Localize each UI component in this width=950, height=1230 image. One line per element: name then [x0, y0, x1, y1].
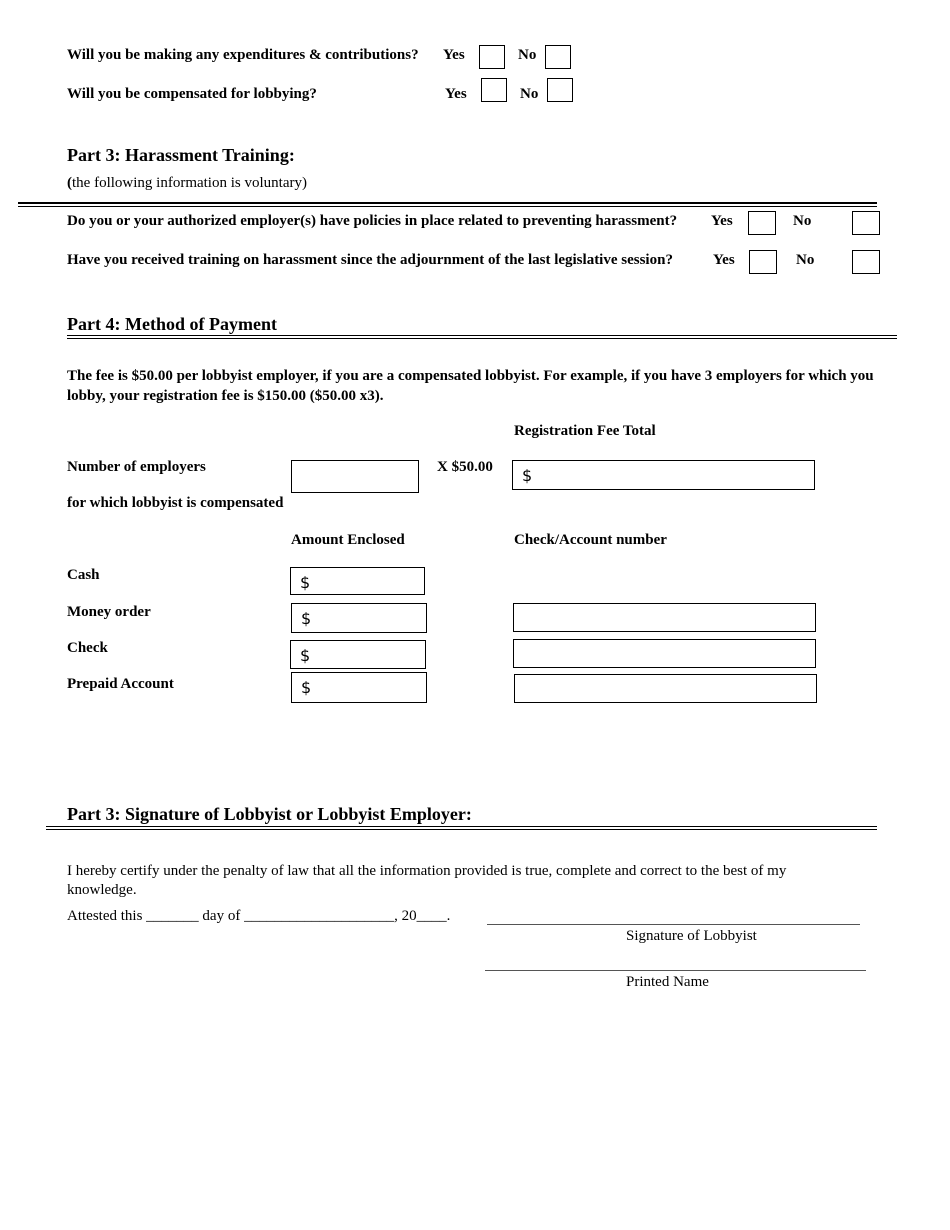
- number-of-employers-label: Number of employers: [67, 459, 206, 475]
- policies-no-checkbox[interactable]: [852, 211, 880, 235]
- printed-name-line[interactable]: [485, 970, 866, 971]
- check-label: Check: [67, 640, 108, 656]
- payment-heading: Part 4: Method of Payment: [67, 314, 277, 334]
- number-of-employers-input[interactable]: [291, 460, 419, 493]
- prepaid-account-input[interactable]: [514, 674, 817, 703]
- check-account-number-label: Check/Account number: [514, 532, 667, 548]
- signature-of-lobbyist-label: Signature of Lobbyist: [626, 928, 757, 944]
- compensated-yes-checkbox[interactable]: [481, 78, 507, 102]
- fee-description: The fee is $50.00 per lobbyist employer, if you are a compensated lobbyist. For example, if you have 3 employers for which you lobby, your registration fee is $150.00 ($50.00 x3).: [67, 368, 874, 404]
- training-yes-label: Yes: [713, 252, 735, 268]
- policies-yes-checkbox[interactable]: [748, 211, 776, 235]
- check-amount-input[interactable]: $: [290, 640, 426, 669]
- check-account-input[interactable]: [513, 639, 816, 668]
- expenditures-no-label: No: [518, 47, 537, 63]
- question-compensated: Will you be compensated for lobbying?: [67, 86, 317, 102]
- voluntary-note-paren: (: [67, 175, 72, 191]
- compensated-yes-label: Yes: [445, 86, 467, 102]
- signature-heading: Part 3: Signature of Lobbyist or Lobbyist Employer:: [67, 804, 472, 824]
- signature-divider: [46, 826, 877, 830]
- harassment-heading: Part 3: Harassment Training:: [67, 145, 295, 165]
- voluntary-note-text: the following information is voluntary): [72, 175, 307, 191]
- cash-label: Cash: [67, 567, 100, 583]
- prepaid-account-label: Prepaid Account: [67, 676, 174, 692]
- printed-name-label: Printed Name: [626, 974, 709, 990]
- question-harassment-training: Have you received training on harassment since the adjournment of the last legislative session?: [67, 252, 673, 268]
- harassment-divider: [18, 202, 877, 207]
- amount-enclosed-label: Amount Enclosed: [291, 532, 405, 548]
- registration-fee-total-label: Registration Fee Total: [514, 423, 656, 439]
- training-no-checkbox[interactable]: [852, 250, 880, 274]
- attested-line: Attested this _______ day of ____________________, 20____.: [67, 908, 451, 924]
- training-no-label: No: [796, 252, 815, 268]
- policies-no-label: No: [793, 213, 812, 229]
- registration-fee-total-input[interactable]: $: [512, 460, 815, 490]
- payment-divider: [67, 335, 897, 339]
- fee-multiplier: X $50.00: [437, 459, 493, 475]
- training-yes-checkbox[interactable]: [749, 250, 777, 274]
- money-order-account-input[interactable]: [513, 603, 816, 632]
- for-which-compensated-label: for which lobbyist is compensated: [67, 495, 284, 511]
- expenditures-no-checkbox[interactable]: [545, 45, 571, 69]
- money-order-label: Money order: [67, 604, 151, 620]
- expenditures-yes-checkbox[interactable]: [479, 45, 505, 69]
- signature-line[interactable]: [487, 924, 860, 925]
- certify-statement: I hereby certify under the penalty of law that all the information provided is true, complete and correct to the best of my knowledge.: [67, 863, 787, 898]
- compensated-no-label: No: [520, 86, 539, 102]
- cash-amount-input[interactable]: $: [290, 567, 425, 595]
- question-harassment-policies: Do you or your authorized employer(s) have policies in place related to preventing harassment?: [67, 213, 678, 229]
- expenditures-yes-label: Yes: [443, 47, 465, 63]
- voluntary-note: [67, 175, 307, 192]
- money-order-amount-input[interactable]: $: [291, 603, 427, 633]
- question-expenditures: Will you be making any expenditures & contributions?: [67, 47, 419, 63]
- prepaid-amount-input[interactable]: $: [291, 672, 427, 703]
- compensated-no-checkbox[interactable]: [547, 78, 573, 102]
- policies-yes-label: Yes: [711, 213, 733, 229]
